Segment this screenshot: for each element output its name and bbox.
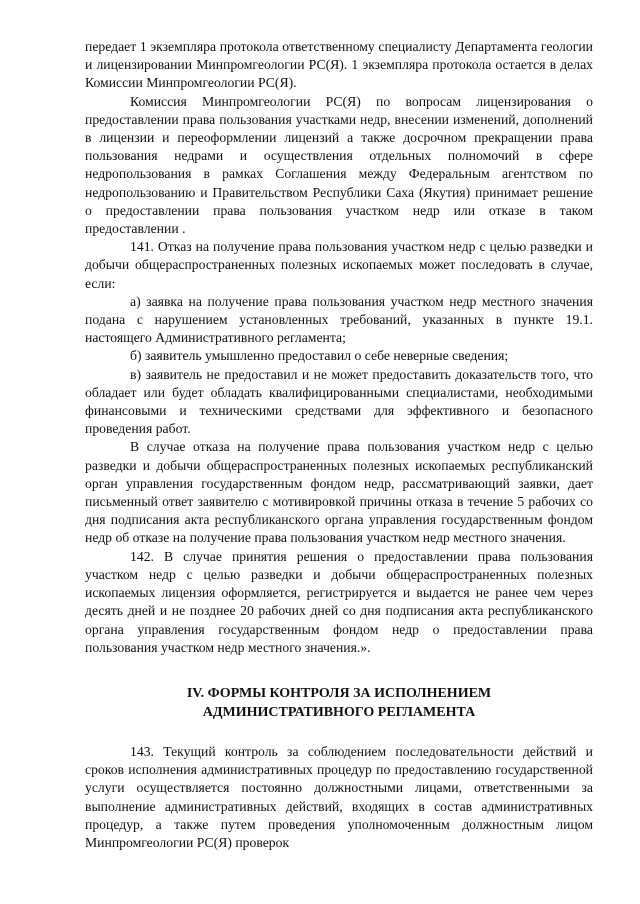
paragraph-142: 142. В случае принятия решения о предоставлении права пользования участком недр с целью разведки и добычи общераспространенных полезных ископаемых лицензия оформляется, регистрируется и выдается не ранее чем через десять дней и не позднее 20 рабочих дней со дня подписания акта республиканского органа управления государственным фондом недр о предоставлении права пользования участком недр местного значения.».: [85, 548, 593, 655]
paragraph-141-a: а) заявка на получение права пользования участком недр местного значения подана с нарушением установленных требований, указанных в пункте 19.1. настоящего Административного регламента;: [85, 293, 593, 346]
paragraph-143: 143. Текущий контроль за соблюдением последовательности действий и сроков исполнения административных процедур по предоставлению государственной услуги осуществляется постоянно должностными лицами, ответственными за выполнение административных действий, входящих в состав административных процедур, а также путем проведения уполномоченным должностным лицом Минпромгеологии РС(Я) проверок: [85, 743, 593, 850]
section-heading-line2: АДМИНИСТРАТИВНОГО РЕГЛАМЕНТА: [202, 704, 476, 720]
paragraph-141-v: в) заявитель не предоставил и не может предоставить доказательств того, что обладает или будет обладать квалифицированными специалистами, необходимыми финансовыми и техническими средствами для эффективного и безопасного проведения работ.: [85, 366, 593, 437]
section-heading: [85, 684, 593, 722]
paragraph-refusal: В случае отказа на получение права пользования участком недр с целью разведки и добычи общераспространенных полезных ископаемых республиканский орган управления государственным фондом недр, рассматривающий заявки, дает письменный ответ заявителю с мотивировкой причины отказа в течение 5 рабочих со дня подписания акта республиканского органа управления государственным фондом недр об отказе на получение права пользования участком недр местного значения.: [85, 439, 593, 546]
paragraph-141: 141. Отказ на получение права пользования участком недр с целью разведки и добычи общераспространенных полезных ископаемых может последовать в случае, если:: [85, 239, 593, 291]
paragraph-commission: Комиссия Минпромгеологии РС(Я) по вопросам лицензирования о предоставлении права пользования участками недр, внесении изменений, дополнений в лицензии и переоформлении лицензий а также досрочном прекращении права пользования недрами и осуществления отдельных полномочий в сфере недропользования в рамках Соглашения между Федеральным агентством по недропользованию и Правительством Республики Саха (Якутия) принимает решение о предоставлении права пользования участком недр или отказе в таком предоставлении .: [85, 93, 593, 237]
paragraph-141-b: б) заявитель умышленно предоставил о себе неверные сведения;: [130, 348, 509, 364]
section-heading-line1: IV. ФОРМЫ КОНТРОЛЯ ЗА ИСПОЛНЕНИЕМ: [186, 685, 492, 701]
paragraph-continuation: передает 1 экземпляра протокола ответственному специалисту Департамента геологии и лицензировании Минпромгеологии РС(Я). 1 экземпляра протокола остается в делах Комиссии Минпромгеологии РС(Я).: [85, 39, 593, 91]
